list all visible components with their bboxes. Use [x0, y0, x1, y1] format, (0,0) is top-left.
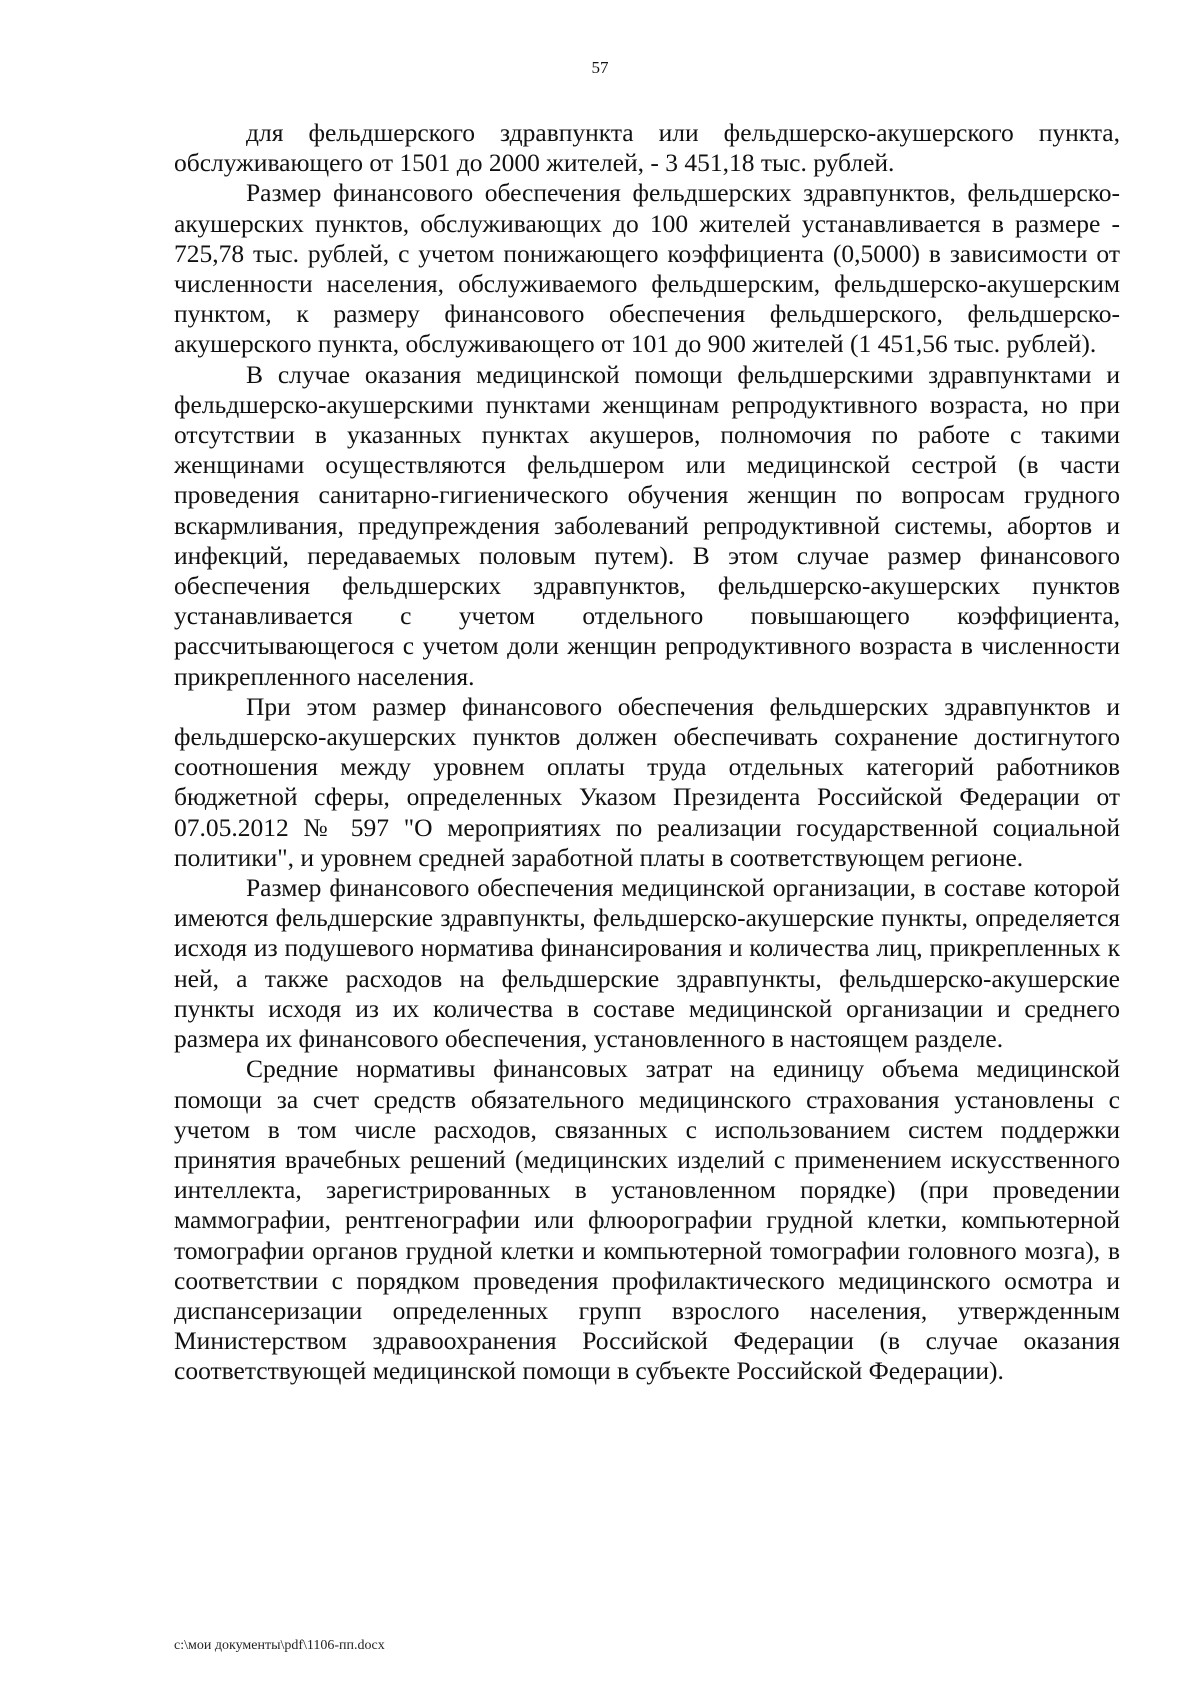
paragraph-fap-1501-2000: для фельдшерского здравпункта или фельдшерско-акушерского пункта, обслуживающего от 1501 до 2000 жителей, - 3 451,18 тыс. рублей. [174, 118, 1120, 178]
paragraph-wage-ratio: При этом размер финансового обеспечения фельдшерских здравпунктов и фельдшерско-акушерских пунктов должен обеспечивать сохранение достигнутого соотношения между уровнем оплаты труда отдельных категорий работников бюджетной сферы, определенных Указом Президента Российской Федерации от 07.05.2012 № 597 "О мероприятиях по реализации государственной социальной политики", и уровнем средней заработной платы в соответствующем регионе. [174, 691, 1120, 872]
paragraph-average-norms: Средние нормативы финансовых затрат на единицу объема медицинской помощи за счет средств обязательного медицинского страхования установлены с учетом в том числе расходов, связанных с использованием систем поддержки принятия врачебных решений (медицинских изделий с применением искусственного интеллекта, зарегистрированных в установленном порядке) (при проведении маммографии, рентгенографии или флюорографии грудной клетки, компьютерной томографии органов грудной клетки и компьютерной томографии головного мозга), в соответствии с порядком проведения профилактического медицинского осмотра и диспансеризации определенных групп взрослого населения, утвержденным Министерством здравоохранения Российской Федерации (в случае оказания соответствующей медицинской помощи в субъекте Российской Федерации). [174, 1054, 1120, 1386]
document-body [174, 118, 1120, 1387]
paragraph-reproductive-age: В случае оказания медицинской помощи фельдшерскими здравпунктами и фельдшерско-акушерскими пунктами женщинам репродуктивного возраста, но при отсутствии в указанных пунктах акушеров, полномочия по работе с такими женщинами осуществляются фельдшером или медицинской сестрой (в части проведения санитарно-гигиенического обучения женщин по вопросам грудного вскармливания, предупреждения заболеваний репродуктивной системы, абортов и инфекций, передаваемых половым путем). В этом случае размер финансового обеспечения фельдшерских здравпунктов, фельдшерско-акушерских пунктов устанавливается с учетом отдельного повышающего коэффициента, рассчитывающегося с учетом доли женщин репродуктивного возраста в численности прикрепленного населения. [174, 359, 1120, 691]
paragraph-organization-financing: Размер финансового обеспечения медицинской организации, в составе которой имеются фельдшерские здравпункты, фельдшерско-акушерские пункты, определяется исходя из подушевого норматива финансирования и количества лиц, прикрепленных к ней, а также расходов на фельдшерские здравпункты, фельдшерско-акушерские пункты исходя из их количества в составе медицинской организации и среднего размера их финансового обеспечения, установленного в настоящем разделе. [174, 873, 1120, 1054]
paragraph-fap-up-to-100: Размер финансового обеспечения фельдшерских здравпунктов, фельдшерско-акушерских пунктов, обслуживающих до 100 жителей устанавливается в размере - 725,78 тыс. рублей, с учетом понижающего коэффициента (0,5000) в зависимости от численности населения, обслуживаемого фельдшерским, фельдшерско-акушерским пунктом, к размеру финансового обеспечения фельдшерского, фельдшерско-акушерского пункта, обслуживающего от 101 до 900 жителей (1 451,56 тыс. рублей). [174, 178, 1120, 359]
page-number: 57 [591, 58, 609, 77]
footer-file-path: c:\мои документы\pdf\1106-пп.docx [174, 1638, 385, 1653]
